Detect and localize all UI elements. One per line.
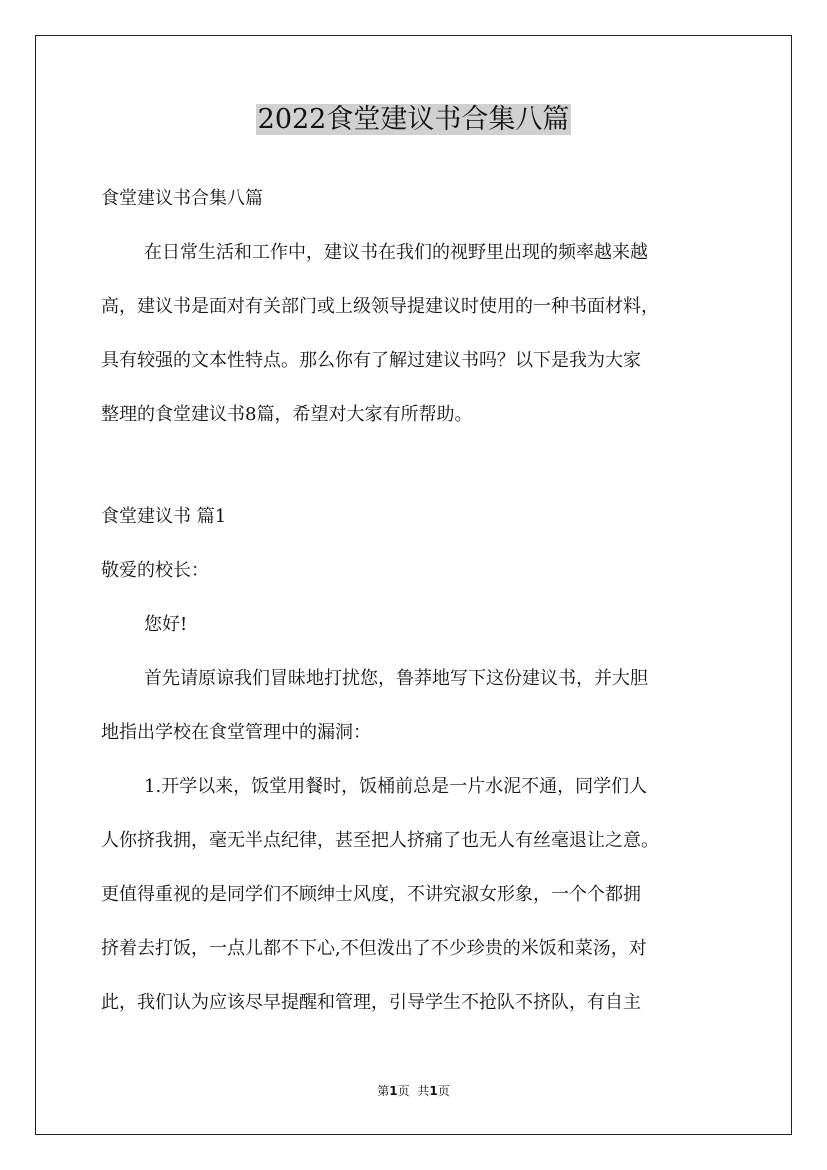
intro-line: 整理的食堂建议书8篇，希望对大家有所帮助。 [101, 404, 473, 425]
body-line: 挤着去打饭，一点儿都不下心,不但泼出了不少珍贵的米饭和菜汤，对 [101, 938, 647, 959]
salutation: 敬爱的校长： [101, 560, 209, 581]
footer-page-number: 1 [389, 1084, 398, 1098]
footer-prefix: 第 [377, 1084, 390, 1098]
intro-line: 在日常生活和工作中，建议书在我们的视野里出现的频率越来越 [144, 242, 648, 263]
body-line: 1.开学以来，饭堂用餐时，饭桶前总是一片水泥不通，同学们人 [144, 776, 648, 797]
footer-total-suffix: 页 [437, 1084, 450, 1098]
section-heading: 食堂建议书 篇1 [101, 506, 227, 527]
document-subtitle: 食堂建议书合集八篇 [101, 188, 263, 209]
footer-page-suffix: 页 [397, 1084, 410, 1098]
intro-line: 具有较强的文本性特点。那么你有了解过建议书吗？以下是我为大家 [101, 350, 641, 371]
document-title [0, 100, 827, 140]
body-line: 此，我们认为应该尽早提醒和管理，引导学生不抢队不挤队，有自主 [101, 992, 641, 1013]
body-line: 首先请原谅我们冒昧地打扰您，鲁莽地写下这份建议书，并大胆 [144, 668, 648, 689]
body-line: 地指出学校在食堂管理中的漏洞： [101, 722, 371, 743]
greeting: 您好! [144, 614, 188, 635]
paragraph-spacer [101, 442, 751, 490]
document-title-text: 2022食堂建议书合集八篇 [257, 104, 570, 135]
page-footer [0, 1082, 827, 1100]
body-line: 更值得重视的是同学们不顾绅士风度，不讲究淑女形象，一个个都拥 [101, 884, 641, 905]
footer-total-prefix: 共 [417, 1084, 430, 1098]
body-line: 人你挤我拥，毫无半点纪律，甚至把人挤痛了也无人有丝毫退让之意。 [101, 830, 659, 851]
document-body [101, 172, 751, 1030]
footer-total-pages: 1 [429, 1084, 438, 1098]
intro-line: 高，建议书是面对有关部门或上级领导提建议时使用的一种书面材料， [101, 296, 659, 317]
